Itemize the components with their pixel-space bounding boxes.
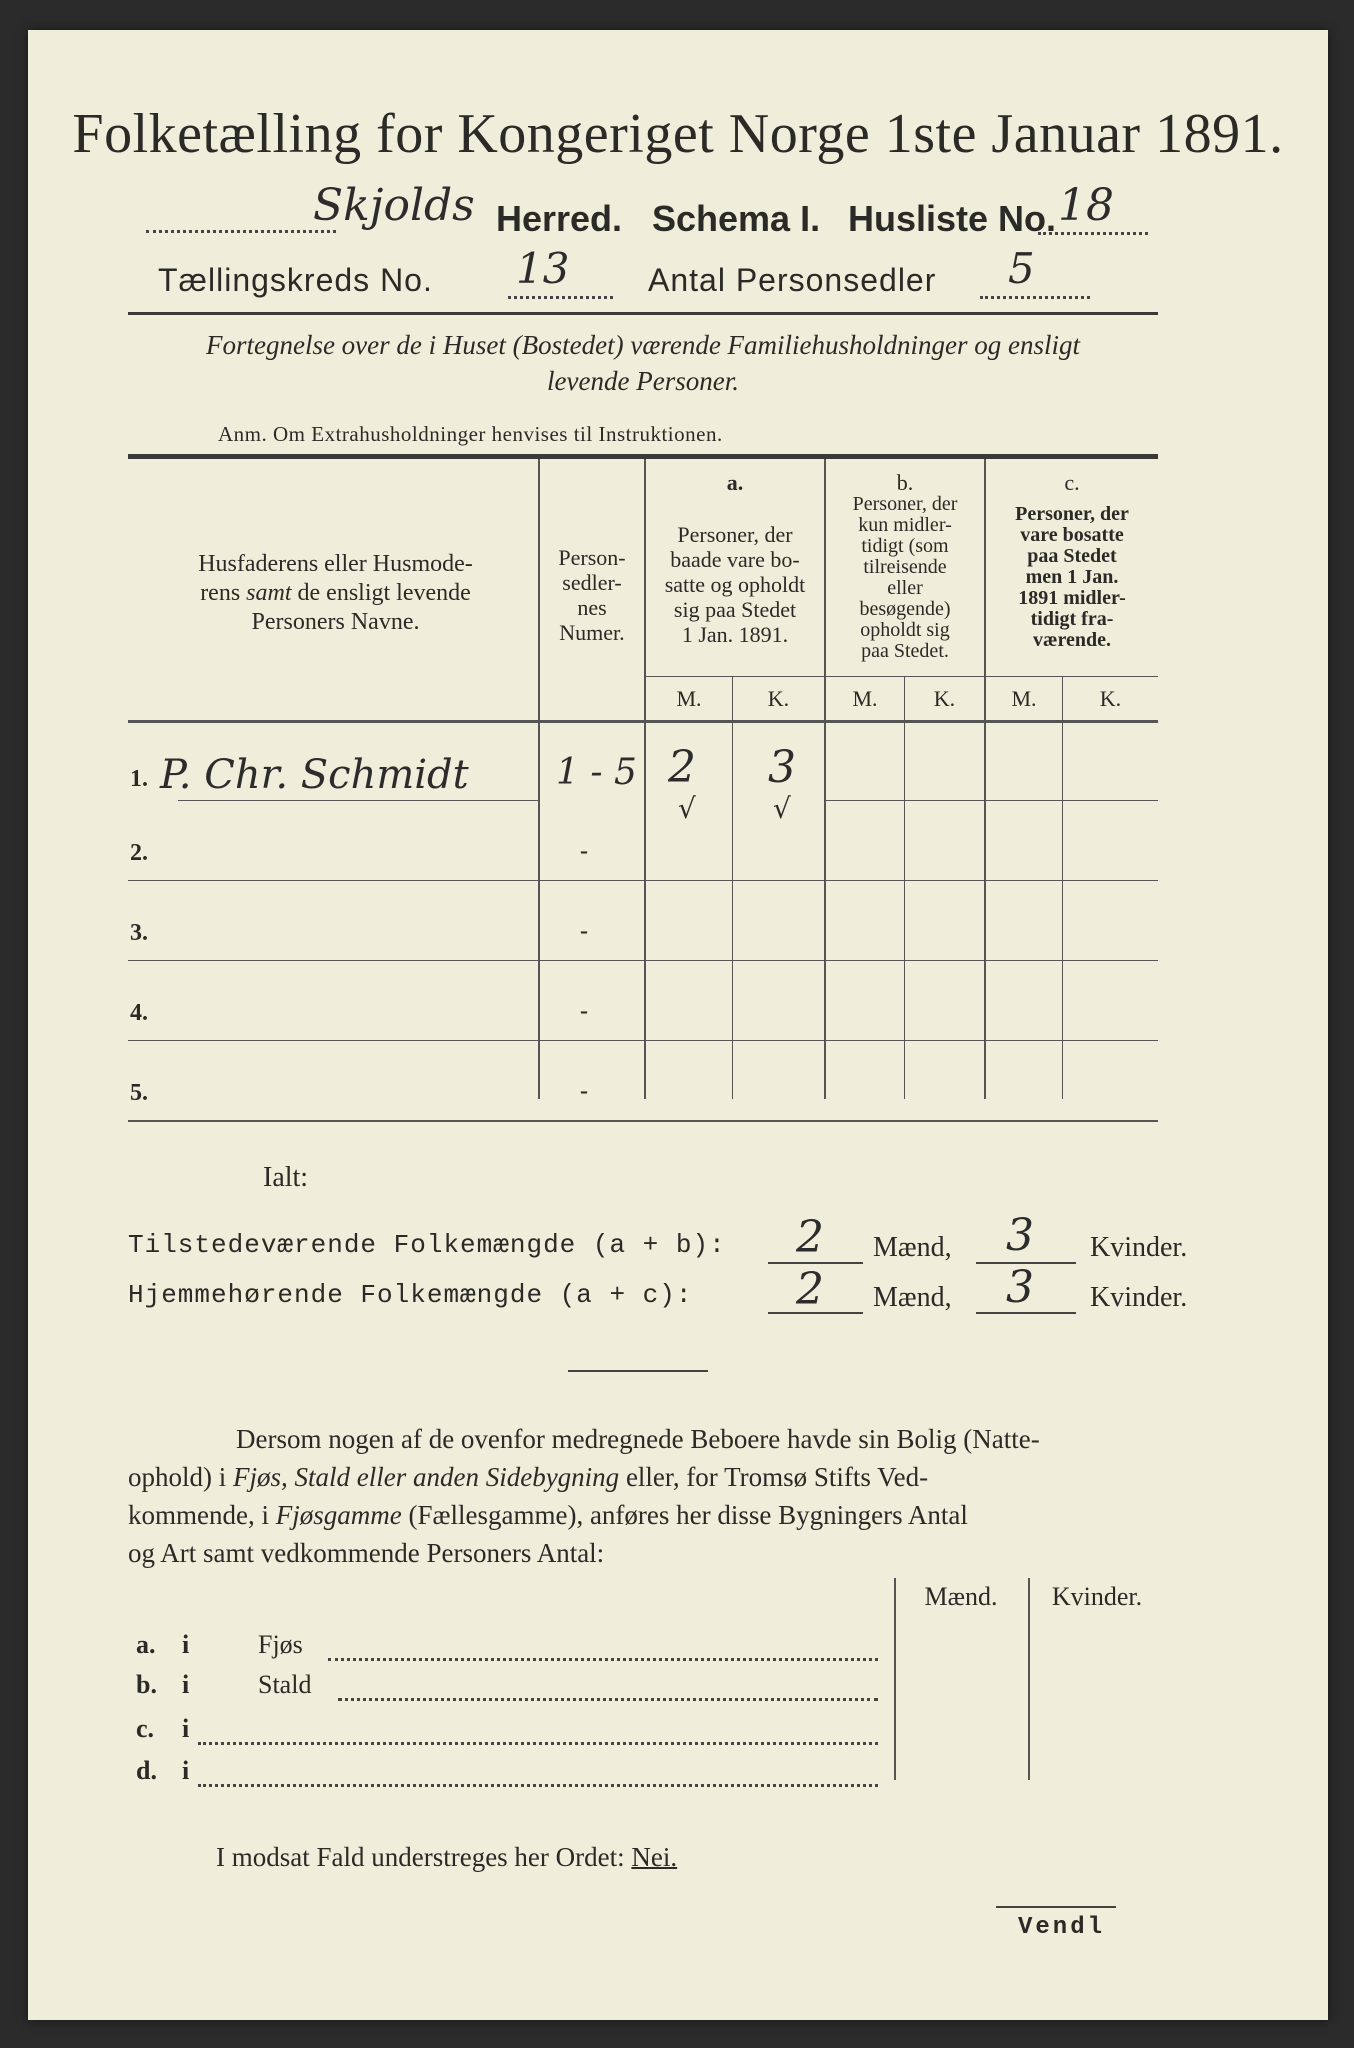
c-m-label: M. xyxy=(1011,686,1037,711)
kreds-label: Tællingskreds No. xyxy=(158,262,433,298)
col-a-letter: a. xyxy=(726,470,744,495)
b-k-label: K. xyxy=(933,686,956,711)
a-k-label: K. xyxy=(767,686,790,711)
row-1-name-line xyxy=(178,800,538,801)
herred-field-line xyxy=(146,200,336,233)
row-3-sedler: - xyxy=(580,918,588,944)
header-rule xyxy=(128,312,1158,315)
kreds-value: 13 xyxy=(516,244,570,293)
bld-d-prep: i xyxy=(182,1756,190,1785)
intro-line-2: levende Personer. xyxy=(547,366,739,396)
row-3-number: 3. xyxy=(130,920,148,946)
census-form-page xyxy=(28,30,1328,2020)
mk-top-rule xyxy=(644,676,1158,677)
intro-line-1: Fortegnelse over de i Huset (Bostedet) værende Familiehusholdninger og ensligt xyxy=(205,330,1081,360)
bld-a-name: Fjøs xyxy=(258,1630,303,1659)
col-line-b-mk xyxy=(904,676,905,1099)
herred-handwritten: Skjolds xyxy=(313,180,475,231)
husliste-value: 18 xyxy=(1058,180,1114,231)
row-4-number: 4. xyxy=(130,1000,148,1026)
tilstede-kvinder: Kvinder. xyxy=(1090,1232,1188,1263)
bld-b-letter: b. xyxy=(136,1670,157,1699)
section-divider xyxy=(568,1370,708,1372)
col-header-a: Personer, der baade vare bo- satte og opholdt sig paa Stedet 1 Jan. 1891. xyxy=(664,522,806,647)
anm-note: Anm. Om Extrahusholdninger henvises til Instruktionen. xyxy=(218,422,723,446)
bld-b-name: Stald xyxy=(258,1670,312,1699)
col-header-num: Person- sedler- nes Numer. xyxy=(558,545,626,645)
paragraph-line-1: Dersom nogen af de ovenfor medregnede Beboere havde sin Bolig (Natte- xyxy=(236,1424,1040,1454)
bld-kvinder-header: Kvinder. xyxy=(1051,1582,1143,1611)
bld-c-dots xyxy=(198,1720,878,1745)
row-1-sedler: 1 - 5 xyxy=(556,752,637,793)
col-c-letter: c. xyxy=(1064,470,1080,495)
col-header-b: Personer, der kun midler- tidigt (som tilreisende eller besøgende) opholdt sig paa Stedet. xyxy=(852,493,958,662)
row-1-a-m: 2 xyxy=(668,742,696,793)
hjemme-k-value: 3 xyxy=(1006,1262,1034,1313)
bld-d-letter: d. xyxy=(136,1756,157,1785)
a-m-label: M. xyxy=(676,686,702,711)
vend-text: Vendl xyxy=(1018,1914,1106,1941)
bld-b-dots xyxy=(338,1676,878,1701)
row-2-sedler: - xyxy=(580,838,588,864)
paragraph-line-4: og Art samt vedkommende Personers Antal: xyxy=(128,1538,605,1568)
bld-c-prep: i xyxy=(182,1714,190,1743)
nei-word: Nei. xyxy=(631,1842,678,1872)
antal-field-line xyxy=(980,266,1090,299)
bld-d-dots xyxy=(198,1762,878,1787)
c-k-label: K. xyxy=(1099,686,1122,711)
paragraph-line-3: kommende, i Fjøsgamme (Fællesgamme), anføres her disse Bygningers Antal xyxy=(128,1500,968,1530)
row-4-line xyxy=(128,1040,1158,1041)
modsat-text: I modsat Fald understreges her Ordet: Nei. xyxy=(216,1842,678,1872)
col-line-c-mk xyxy=(1062,676,1063,1099)
table-top-rule xyxy=(128,454,1158,459)
col-line-a-mk xyxy=(732,676,733,1099)
row-1-bc-line xyxy=(824,800,1158,801)
b-m-label: M. xyxy=(852,686,878,711)
bld-a-letter: a. xyxy=(136,1630,156,1659)
row-1-number: 1. xyxy=(130,766,148,792)
hjemme-label: Hjemmehørende Folkemængde (a + c): xyxy=(128,1280,693,1310)
hjemme-kvinder: Kvinder. xyxy=(1090,1282,1188,1313)
row-5-sedler: - xyxy=(580,1078,588,1104)
row-1-a-k-check: √ xyxy=(773,792,791,825)
col-header-name: Husfaderens eller Husmode- rens samt de ensligt levende Personers Navne. xyxy=(198,551,473,635)
row-2-line xyxy=(128,880,1158,881)
row-1-name: P. Chr. Schmidt xyxy=(160,752,469,798)
husliste-label: Husliste No. xyxy=(848,198,1057,239)
col-header-c: Personer, der vare bosatte paa Stedet men 1 Jan. 1891 midler- tidigt fra- værende. xyxy=(1015,503,1129,651)
bld-maend-header: Mænd. xyxy=(924,1582,998,1611)
antal-value: 5 xyxy=(1008,244,1035,293)
schema-label: Schema I. xyxy=(652,198,821,239)
hjemme-maend: Mænd, xyxy=(873,1282,952,1313)
form-title: Folketælling for Kongeriget Norge 1ste Januar 1891. xyxy=(72,103,1284,165)
row-1-a-m-check: √ xyxy=(678,792,696,825)
table-header-bottom-rule xyxy=(128,720,1158,723)
tilstede-m-value: 2 xyxy=(796,1212,824,1263)
bld-col-line-2 xyxy=(1028,1578,1030,1780)
row-5-line xyxy=(128,1120,1158,1122)
vend-rule xyxy=(996,1906,1116,1908)
hjemme-m-value: 2 xyxy=(796,1264,824,1315)
antal-label: Antal Personsedler xyxy=(648,262,937,298)
row-1-a-k: 3 xyxy=(768,742,796,793)
ialt-label: Ialt: xyxy=(263,1162,309,1193)
bld-c-letter: c. xyxy=(136,1714,155,1743)
paragraph-line-2: ophold) i Fjøs, Stald eller anden Sidebygning eller, for Tromsø Stifts Ved- xyxy=(128,1462,929,1492)
row-5-number: 5. xyxy=(130,1080,148,1106)
tilstede-label: Tilstedeværende Folkemængde (a + b): xyxy=(128,1230,726,1260)
herred-label: Herred. xyxy=(496,198,623,239)
tilstede-k-value: 3 xyxy=(1006,1210,1034,1261)
bld-b-prep: i xyxy=(182,1670,190,1699)
col-b-letter: b. xyxy=(896,470,914,495)
row-4-sedler: - xyxy=(580,998,588,1024)
row-2-number: 2. xyxy=(130,840,148,866)
tilstede-maend: Mænd, xyxy=(873,1232,952,1263)
bld-a-dots xyxy=(328,1636,878,1661)
row-3-line xyxy=(128,960,1158,961)
bld-a-prep: i xyxy=(182,1630,190,1659)
